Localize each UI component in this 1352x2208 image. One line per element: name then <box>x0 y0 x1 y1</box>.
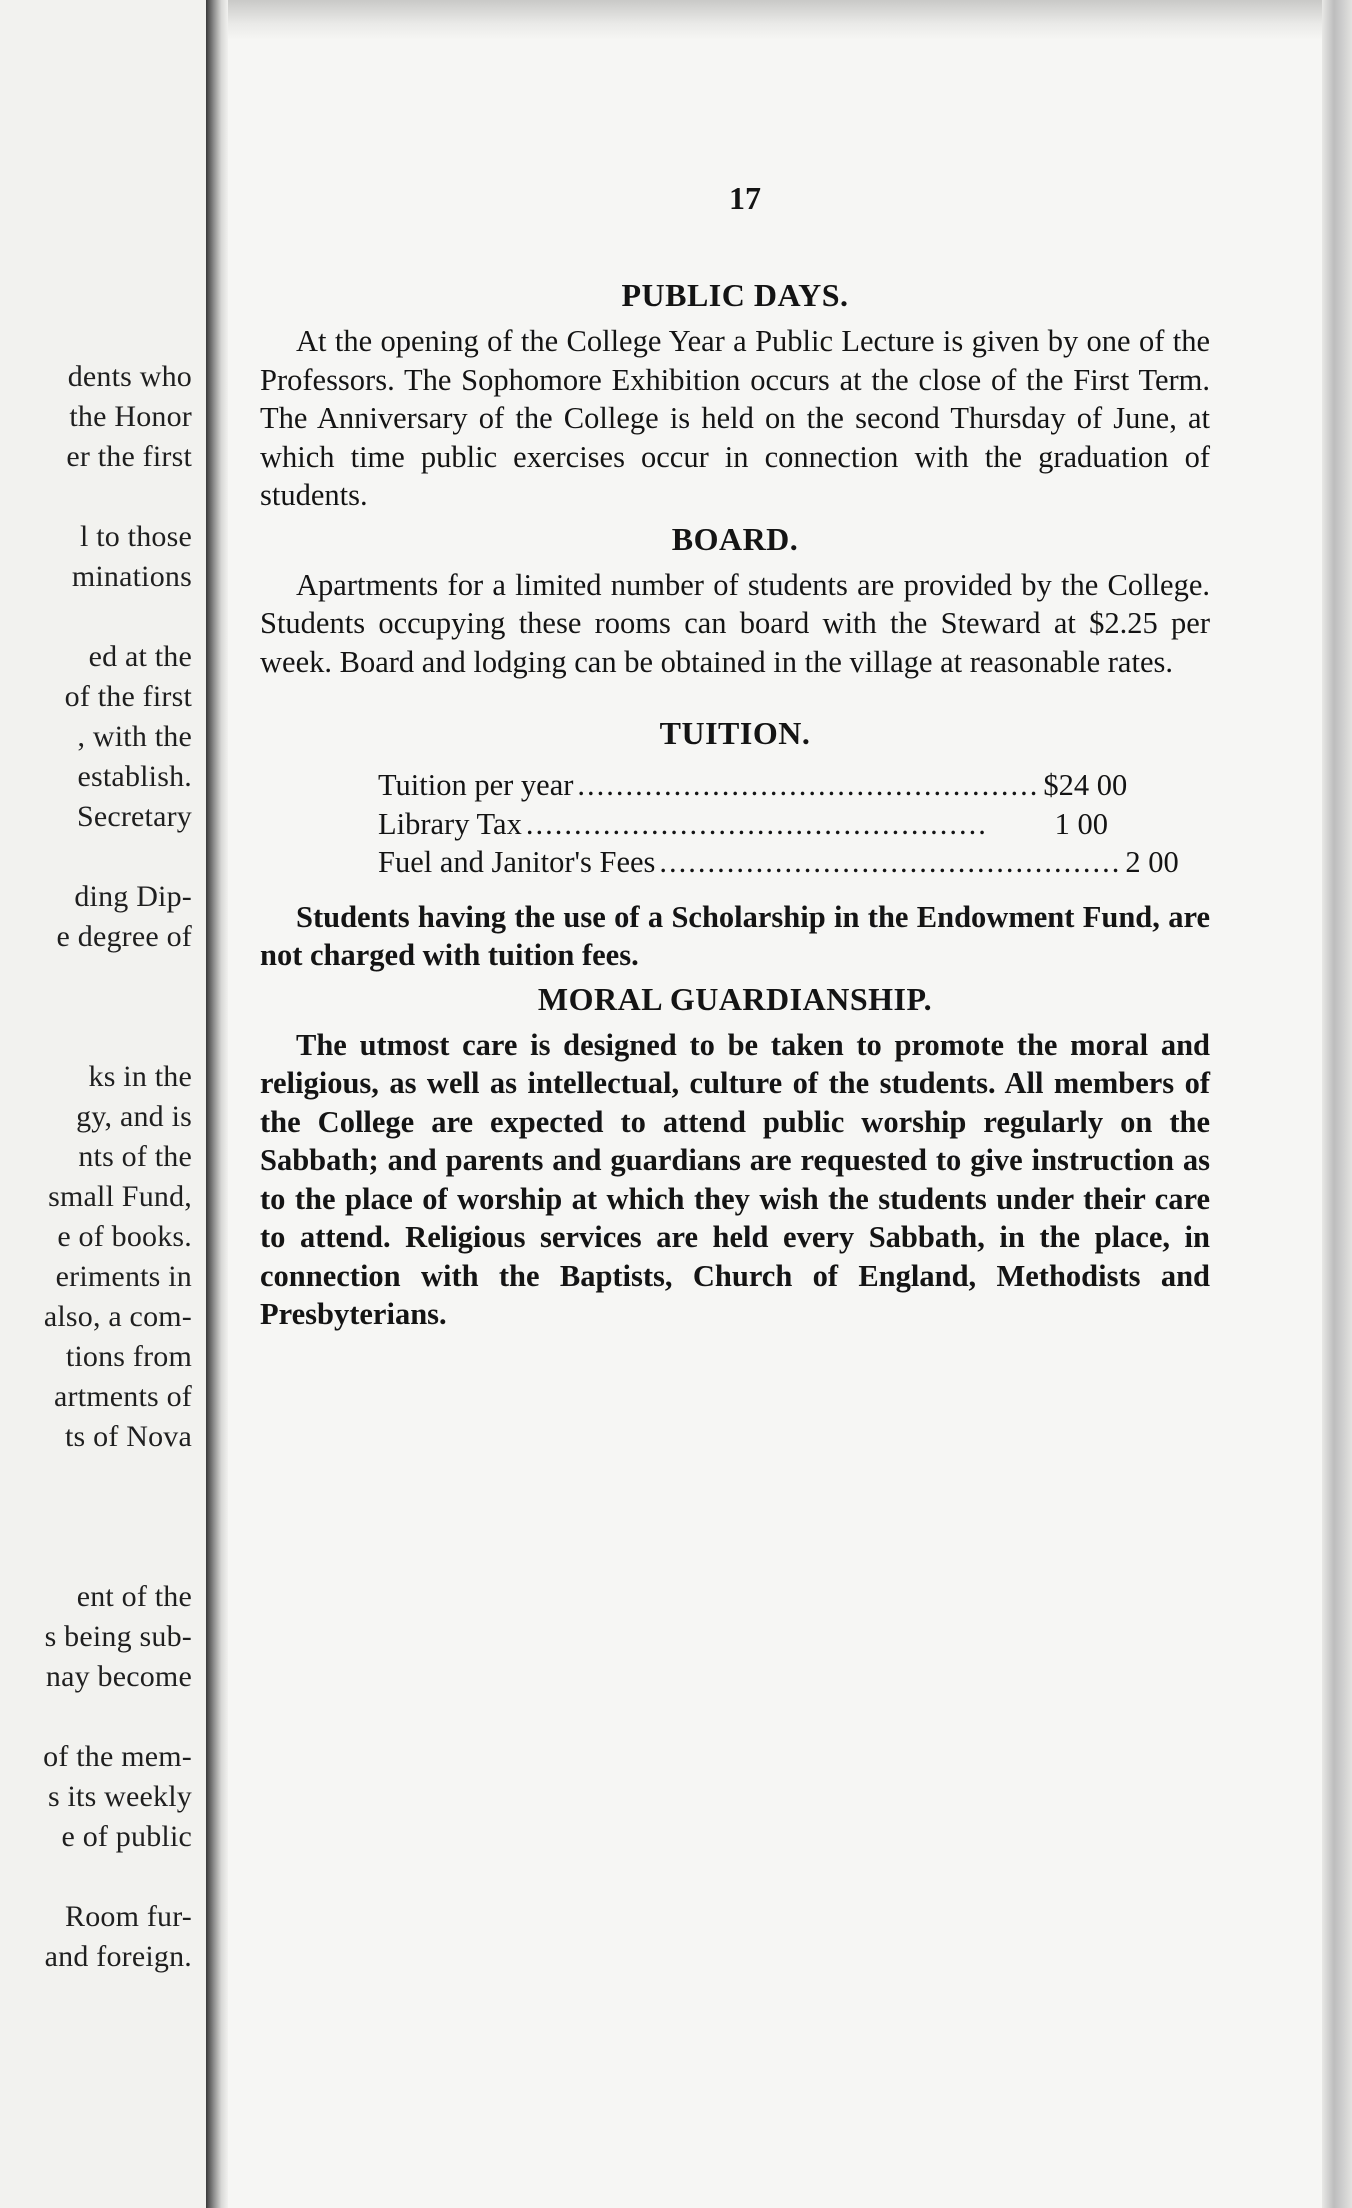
tuition-amount: $24 00 <box>1043 768 1128 802</box>
left-page-line: artments of <box>54 1380 192 1413</box>
left-page-line: er the first <box>66 440 192 473</box>
left-page-line: small Fund, <box>48 1180 192 1213</box>
left-page-line: establish. <box>77 760 192 793</box>
tuition-item: Tuition per year <box>378 768 574 802</box>
left-page-line: nts of the <box>78 1140 192 1173</box>
tuition-row <box>378 766 1128 805</box>
left-page-line: eriments in <box>55 1260 192 1293</box>
left-page-line: e degree of <box>56 920 192 953</box>
left-page-line: ent of the <box>76 1580 192 1613</box>
left-page-line: s its weekly <box>47 1780 192 1813</box>
dot-leader: ................................................ <box>525 806 988 841</box>
left-page-line: of the first <box>64 680 192 713</box>
left-page-line: ks in the <box>88 1060 192 1093</box>
paragraph-public-days: At the opening of the College Year a Public Lecture is given by one of the Professors. The Sophomore Exhibition occurs at the close of the First Term. The Anniversary of the College is held on the second Thursday of June, at which time public exercises occur in connection with the graduation of students. <box>260 324 1210 512</box>
dot-leader: ................................................ <box>577 768 1040 802</box>
tuition-row <box>378 805 1108 844</box>
left-page-line: e of books. <box>57 1220 192 1253</box>
heading-moral-guardianship: MORAL GUARDIANSHIP. <box>537 980 933 1017</box>
left-page-line: e of public <box>61 1820 192 1853</box>
left-page-line: minations <box>71 560 192 593</box>
left-page-line: ding Dip- <box>74 880 192 913</box>
heading-tuition: TUITION. <box>659 715 811 751</box>
left-page-line: ts of Nova <box>65 1420 192 1453</box>
heading-board: BOARD. <box>671 520 799 557</box>
left-page-line: Room fur- <box>64 1900 192 1933</box>
paragraph-moral-guardianship: The utmost care is designed to be taken to promote the moral and religious, as well as intellectual, culture of the students. All members of the College are expected to attend public worship regularly on the Sabbath; and parents and guardians are requested to give instruction as to the place of worship at which they wish the students under their care to attend. Religious services are held every Sabbath, in the place, in connection with the Baptists, Church of England, Methodists and Presbyterians. <box>260 1027 1210 1331</box>
tuition-amount: 1 00 <box>1054 806 1108 841</box>
left-page-line: Secretary <box>76 800 192 833</box>
book-gutter <box>206 0 228 2208</box>
left-page-line: and foreign. <box>44 1940 192 1973</box>
page-right-edge <box>1322 0 1352 2208</box>
left-page-line: ed at the <box>88 640 192 673</box>
left-page-line: also, a com- <box>43 1300 192 1333</box>
tuition-row <box>378 843 1179 882</box>
paragraph-board: Apartments for a limited number of students are provided by the College. Students occupying these rooms can board with the Steward at $2.25 per week. Board and lodging can be obtained in the village at reasonable rates. <box>260 567 1210 679</box>
tuition-table <box>378 766 1179 882</box>
dot-leader: ................................................ <box>659 845 1122 879</box>
left-page-line: , with the <box>77 720 192 753</box>
tuition-amount: 2 00 <box>1125 845 1179 879</box>
tuition-item: Library Tax <box>378 806 522 841</box>
paragraph-tuition-note: Students having the use of a Scholarship in the Endowment Fund, are not charged with tuition fees. <box>260 899 1210 972</box>
left-page-line: of the mem- <box>43 1740 192 1773</box>
left-page-line: gy, and is <box>76 1100 192 1133</box>
left-page-line: s being sub- <box>44 1620 192 1653</box>
left-page-line: the Honor <box>69 400 192 433</box>
left-page-line: l to those <box>80 520 192 553</box>
left-page-fragment <box>0 0 206 2208</box>
tuition-item: Fuel and Janitor's Fees <box>378 845 656 879</box>
heading-public-days: PUBLIC DAYS. <box>621 277 849 313</box>
main-page <box>260 180 1210 1334</box>
left-page-line: nay become <box>45 1660 192 1693</box>
page-number: 17 <box>729 180 761 216</box>
page-top-shadow <box>228 0 1322 40</box>
left-page-line: dents who <box>67 360 192 393</box>
left-page-line: tions from <box>65 1340 192 1373</box>
